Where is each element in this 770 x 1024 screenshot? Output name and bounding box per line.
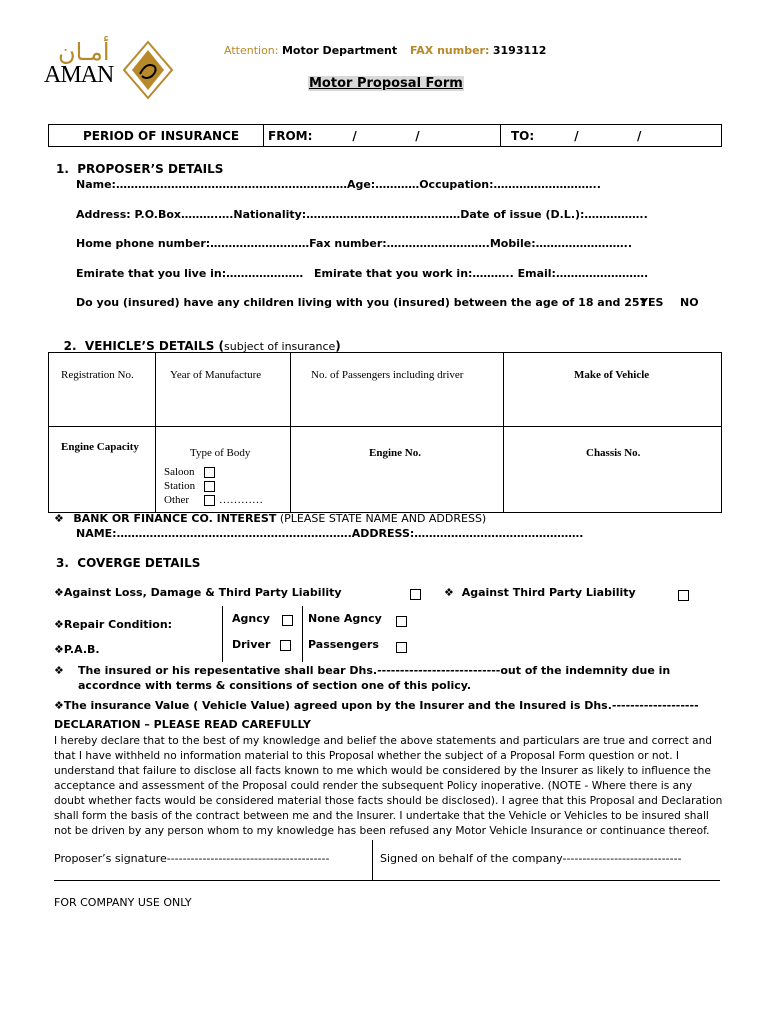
company-signature-field[interactable]: Signed on behalf of the company------------------------------ [380, 852, 682, 865]
vehicle-heading-sub: subject of insurance [224, 340, 336, 353]
logo-english-text: AMAN [44, 62, 114, 88]
attention-value: Motor Department [281, 44, 398, 57]
year-header: Year of Manufacture [170, 369, 262, 381]
bullet-diamond-icon: ❖ [54, 618, 64, 631]
proposer-signature-field[interactable]: Proposer’s signature----------------------------------------- [54, 852, 330, 865]
saloon-label: Saloon [164, 466, 195, 478]
logo-arabic-text: أمـان [58, 38, 110, 66]
declaration-line: understand that failure to disclose all facts known to me which would be considered by the Insurer as likely to influence the [54, 765, 711, 777]
address-line[interactable]: Address: P.O.Box……….….Nationality:……………………………………Date of issue (D.L.):…………….. [76, 208, 648, 221]
declaration-line: acceptance and assessment of the Proposal could render the subsequent Policy inoperative. (NOTE - Where there is any [54, 780, 693, 792]
coverage-heading: 3. COVERGE DETAILS [56, 556, 201, 570]
fax-label: FAX number: [410, 44, 490, 57]
bank-label: BANK OR FINANCE CO. INTEREST [73, 512, 277, 525]
insurance-value-row [54, 699, 699, 712]
company-logo [44, 40, 176, 102]
bank-line [54, 512, 486, 525]
engine-no-header: Engine No. [369, 447, 421, 459]
vehicle-table [48, 352, 722, 513]
coverage-divider-mid [302, 606, 303, 662]
indemnity-text-1[interactable]: The insured or his repesentative shall bear Dhs.---------------------------out of the indemnity due in [78, 664, 671, 677]
bullet-diamond-icon: ❖ [54, 664, 64, 677]
indemnity-text-2: accordnce with terms & consitions of section one of this policy. [78, 679, 472, 692]
station-label: Station [164, 480, 196, 492]
station-checkbox[interactable] [204, 481, 215, 492]
bank-note: (PLEASE STATE NAME AND ADDRESS) [276, 512, 487, 525]
against-loss-checkbox[interactable] [410, 589, 421, 600]
against-third-checkbox[interactable] [678, 590, 689, 601]
against-loss-label: Against Loss, Damage & Third Party Liability [63, 586, 342, 599]
bank-name-address-field[interactable]: NAME:……………………………………………………….ADDRESS:………………………………………. [76, 527, 584, 540]
engine-capacity-header: Engine Capacity [61, 441, 139, 453]
coverage-divider-left [222, 606, 223, 662]
other-checkbox[interactable] [204, 495, 215, 506]
page-title: Motor Proposal Form [309, 76, 463, 91]
bullet-diamond-icon: ❖ [444, 586, 454, 599]
period-label: PERIOD OF INSURANCE [83, 128, 240, 143]
repair-label: Repair Condition: [63, 618, 173, 631]
children-question: Do you (insured) have any children living with you (insured) between the age of 18 and 25? [76, 296, 646, 309]
none-agncy-label: None Agncy [308, 612, 382, 625]
against-third-label: Against Third Party Liability [461, 586, 636, 599]
logo-emblem-icon [122, 40, 174, 100]
passengers-checkbox[interactable] [396, 642, 407, 653]
from-date-field[interactable]: / / [352, 128, 420, 143]
proposer-heading: 1. PROPOSER’S DETAILS [56, 162, 224, 176]
bullet-diamond-icon: ❖ [54, 586, 64, 599]
declaration-line: doubt whether facts would be considered material those facts should be disclosed). I agree that this Proposal and Declaration [54, 795, 723, 807]
agncy-label: Agncy [232, 612, 270, 625]
body-type-header: Type of Body [190, 447, 251, 459]
attention-label: Attention: [224, 44, 279, 57]
driver-label: Driver [232, 638, 271, 651]
bullet-diamond-icon: ❖ [54, 699, 64, 712]
vehicle-heading-text: 2. VEHICLE’S DETAILS ( [63, 339, 225, 353]
registration-header: Registration No. [61, 369, 134, 381]
passengers-label: Passengers [308, 638, 379, 651]
vehicle-heading-end: ) [335, 339, 341, 353]
none-agncy-checkbox[interactable] [396, 616, 407, 627]
pab-label: P.A.B. [63, 643, 100, 656]
against-loss-row [54, 586, 342, 599]
period-table [48, 124, 722, 147]
against-third-row [444, 586, 636, 599]
bullet-diamond-icon: ❖ [54, 643, 64, 656]
vehicle-heading [56, 325, 341, 353]
signature-bottom-line [54, 880, 720, 881]
indemnity-row [54, 664, 64, 677]
driver-checkbox[interactable] [280, 640, 291, 651]
pab-row [54, 643, 100, 656]
repair-row [54, 618, 172, 631]
attention-line [224, 44, 397, 57]
declaration-line: not be driven by any person whom to my knowledge has been refused any Motor Vehicle Insurance or continuance thereof. [54, 825, 710, 837]
other-label: Other [164, 494, 190, 506]
name-age-occupation-line[interactable]: Name:………………………………………………………Age:…………Occupation:……………………….. [76, 178, 601, 191]
declaration-body [54, 734, 723, 839]
agncy-checkbox[interactable] [282, 615, 293, 626]
passengers-header: No. of Passengers including driver [311, 369, 464, 381]
bullet-diamond-icon: ❖ [54, 512, 64, 525]
to-label: TO: [511, 128, 535, 143]
to-date-field[interactable]: / / [574, 128, 642, 143]
phone-line[interactable]: Home phone number:………………………Fax number:……………………….Mobile:…………………….. [76, 237, 632, 250]
declaration-heading: DECLARATION – PLEASE READ CAREFULLY [54, 718, 311, 731]
declaration-line: shall form the basis of the contract between me and the Insurer. I undertake that the Vehicle or Vehicles to be insured shall [54, 810, 709, 822]
signature-divider [372, 840, 373, 880]
saloon-checkbox[interactable] [204, 467, 215, 478]
children-no-option[interactable]: NO [680, 296, 699, 309]
declaration-line: I hereby declare that to the best of my knowledge and belief the above statements and particulars are true and correct and [54, 735, 713, 747]
fax-line [410, 44, 546, 57]
from-label: FROM: [268, 128, 313, 143]
children-yes-option[interactable]: YES [640, 296, 664, 309]
company-use-label: FOR COMPANY USE ONLY [54, 896, 192, 909]
declaration-line: that I have withheld no information material to this Proposal whether the subject of a Proposal Form question or not. I [54, 750, 680, 762]
emirate-live-line[interactable]: Emirate that you live in:………………… [76, 267, 304, 280]
emirate-work-email-line[interactable]: Emirate that you work in:……….. Email:……………………. [314, 267, 649, 280]
fax-value: 3193112 [492, 44, 547, 57]
other-field[interactable]: ………… [219, 494, 263, 506]
insurance-value-text[interactable]: The insurance Value ( Vehicle Value) agreed upon by the Insurer and the Insured is Dhs.------------------- [63, 699, 699, 712]
chassis-header: Chassis No. [586, 447, 641, 459]
make-header: Make of Vehicle [574, 369, 650, 381]
